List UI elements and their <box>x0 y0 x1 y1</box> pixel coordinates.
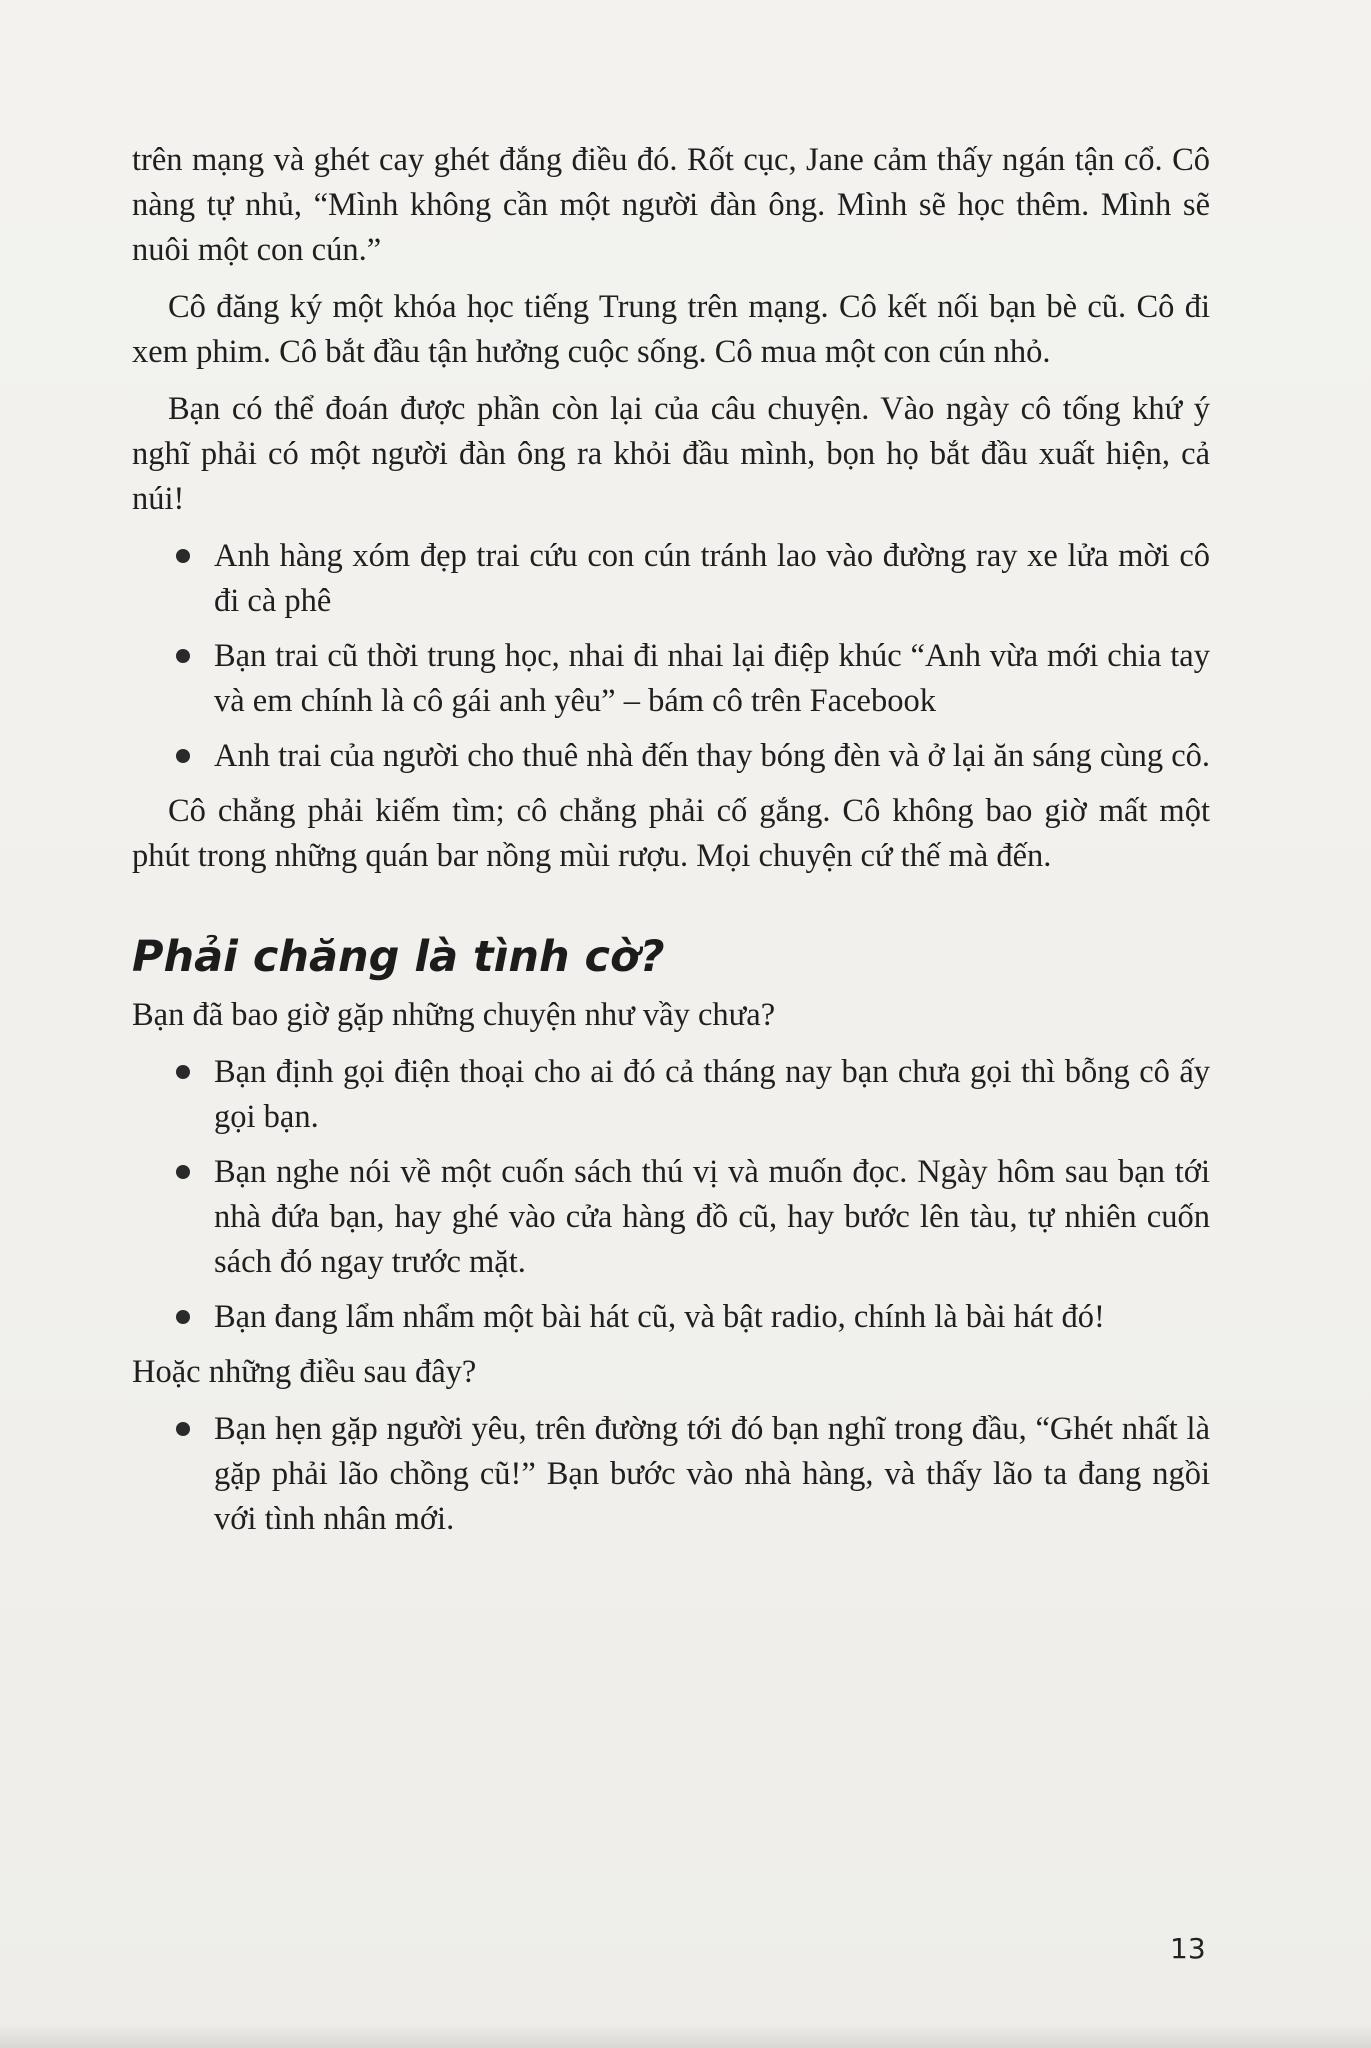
paragraph: Cô chẳng phải kiếm tìm; cô chẳng phải cố gắng. Cô không bao giờ mất một phút trong những quán bar nồng mùi rượu. Mọi chuyện cứ thế mà đến. <box>132 793 1210 874</box>
bullet-icon <box>176 1165 190 1179</box>
paragraph: Bạn đã bao giờ gặp những chuyện như vầy chưa? <box>132 997 776 1033</box>
list-item-text: Anh trai của người cho thuê nhà đến thay bóng đèn và ở lại ăn sáng cùng cô. <box>214 738 1211 774</box>
list-item <box>132 1050 1210 1140</box>
list-item <box>132 1407 1210 1542</box>
bullet-icon <box>176 1065 190 1079</box>
paragraph: Cô đăng ký một khóa học tiếng Trung trên mạng. Cô kết nối bạn bè cũ. Cô đi xem phim. Cô bắt đầu tận hưởng cuộc sống. Cô mua một con cún nhỏ. <box>132 289 1210 370</box>
bullet-icon <box>176 1310 190 1324</box>
paragraph: Bạn có thể đoán được phần còn lại của câu chuyện. Vào ngày cô tống khứ ý nghĩ phải có một người đàn ông ra khỏi đầu mình, bọn họ bắt đầu xuất hiện, cả núi! <box>132 391 1210 517</box>
list-item <box>132 634 1210 724</box>
bullet-list <box>132 534 1210 779</box>
list-item-text: Bạn trai cũ thời trung học, nhai đi nhai lại điệp khúc “Anh vừa mới chia tay và em chính là cô gái anh yêu” – bám cô trên Facebook <box>214 638 1210 719</box>
page-number: 13 <box>1170 1932 1206 1965</box>
section-heading: Phải chăng là tình cờ? <box>132 932 665 982</box>
bullet-icon <box>176 1422 190 1436</box>
list-item-text: Bạn đang lẩm nhẩm một bài hát cũ, và bật radio, chính là bài hát đó! <box>214 1299 1105 1335</box>
list-item-text: Bạn nghe nói về một cuốn sách thú vị và muốn đọc. Ngày hôm sau bạn tới nhà đứa bạn, hay ghé vào cửa hàng đồ cũ, hay bước lên tàu, tự nhiên cuốn sách đó ngay trước mặt. <box>214 1154 1210 1280</box>
list-item-text: Bạn định gọi điện thoại cho ai đó cả tháng nay bạn chưa gọi thì bỗng cô ấy gọi bạn. <box>214 1054 1210 1135</box>
bullet-icon <box>176 749 190 763</box>
paragraph: Hoặc những điều sau đây? <box>132 1354 477 1390</box>
list-item <box>132 734 1210 779</box>
bullet-list <box>132 1050 1210 1340</box>
list-item <box>132 534 1210 624</box>
page-content <box>132 138 1210 1552</box>
bullet-icon <box>176 649 190 663</box>
list-item-text: Anh hàng xóm đẹp trai cứu con cún tránh lao vào đường ray xe lửa mời cô đi cà phê <box>214 538 1210 619</box>
list-item <box>132 1150 1210 1285</box>
paragraph: trên mạng và ghét cay ghét đắng điều đó. Rốt cục, Jane cảm thấy ngán tận cổ. Cô nàng tự nhủ, “Mình không cần một người đàn ông. Mình sẽ học thêm. Mình sẽ nuôi một con cún.” <box>132 142 1210 268</box>
list-item-text: Bạn hẹn gặp người yêu, trên đường tới đó bạn nghĩ trong đầu, “Ghét nhất là gặp phải lão chồng cũ!” Bạn bước vào nhà hàng, và thấy lão ta đang ngồi với tình nhân mới. <box>214 1411 1210 1537</box>
bullet-list <box>132 1407 1210 1542</box>
list-item <box>132 1295 1210 1340</box>
page-edge-shadow <box>0 2024 1371 2048</box>
bullet-icon <box>176 549 190 563</box>
